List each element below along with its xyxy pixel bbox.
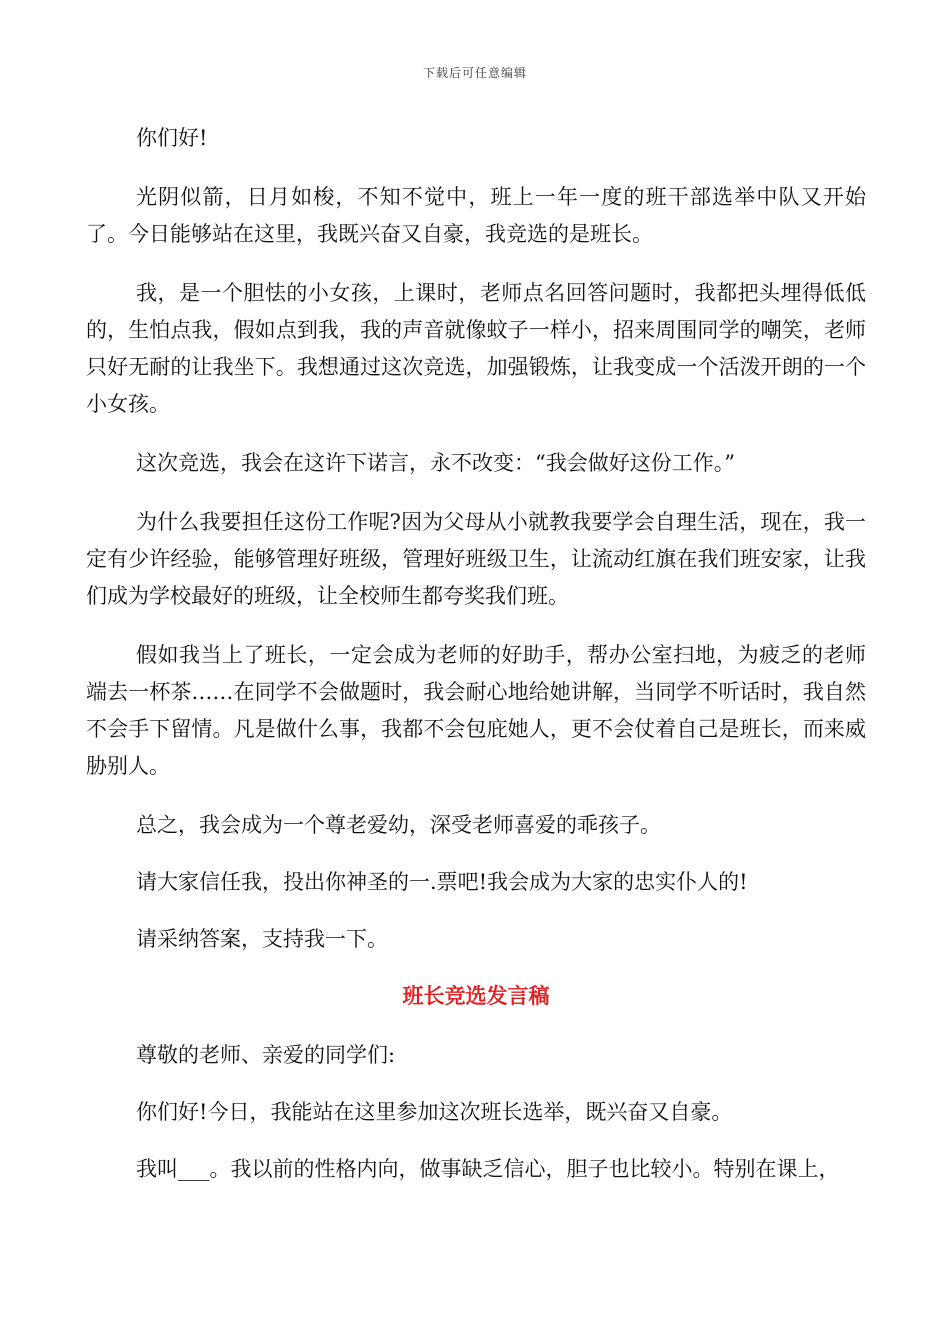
- paragraph: 你们好!: [136, 126, 208, 150]
- section-title: 班长竞选发言稿: [402, 984, 550, 1008]
- paragraph: 我叫___。我以前的性格内向，做事缺乏信心，胆子也比较小。特别在课上，: [136, 1157, 840, 1181]
- paragraph: 总之，我会成为一个尊老爱幼，深受老师喜爱的乖孩子。: [136, 813, 661, 837]
- paragraph: 请大家信任我，投出你神圣的一.票吧!我会成为大家的忠实仆人的!: [136, 870, 748, 894]
- paragraph: 你们好!今日，我能站在这里参加这次班长选举，既兴奋又自豪。: [136, 1100, 733, 1124]
- paragraph: 尊敬的老师、亲爱的同学们:: [136, 1043, 396, 1067]
- header-note: 下载后可任意编辑: [422, 66, 527, 80]
- document-body: [86, 120, 866, 1208]
- paragraph: 请采纳答案，支持我一下。: [136, 927, 388, 951]
- paragraph: 这次竞选，我会在这许下诺言，永不改变：“我会做好这份工作。”: [136, 451, 735, 475]
- paragraph: 为什么我要担任这份工作呢?因为父母从小就教我要学会自理生活，现在，我一定有少许经验，能够管理好班级，管理好班级卫生，让流动红旗在我们班安家，让我们成为学校最好的班级，让全校师生都夸奖我们班。: [86, 510, 866, 608]
- paragraph: 光阴似箭，日月如梭，不知不觉中，班上一年一度的班干部选举中队又开始了。今日能够站在这里，我既兴奋又自豪，我竞选的是班长。: [86, 185, 866, 246]
- paragraph: 我，是一个胆怯的小女孩，上课时，老师点名回答问题时，我都把头埋得低低的，生怕点我，假如点到我，我的声音就像蚊子一样小，招来周围同学的嘲笑，老师只好无耐的让我坐下。我想通过这次竞选，加强锻炼，让我变成一个活泼开朗的一个小女孩。: [86, 281, 866, 416]
- paragraph: 假如我当上了班长，一定会成为老师的好助手，帮办公室扫地，为疲乏的老师端去一杯茶……在同学不会做题时，我会耐心地给她讲解，当同学不听话时，我自然不会手下留情。凡是做什么事，我都不会包庇她人，更不会仗着自己是班长，而来威胁别人。: [86, 643, 866, 778]
